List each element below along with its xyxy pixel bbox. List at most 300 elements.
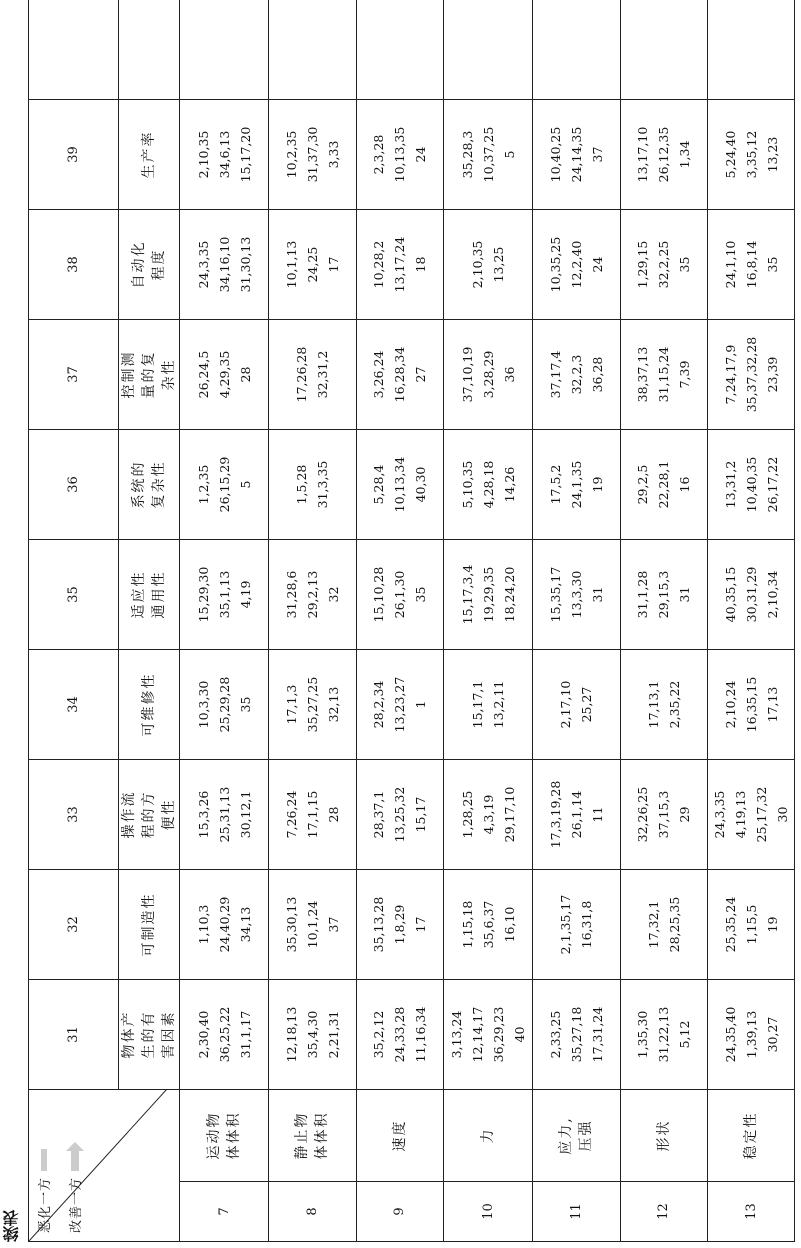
principle-line: 32 [325, 586, 341, 603]
principle-line: 25,17,32 [754, 786, 770, 843]
column-name-line: 操作流 [120, 790, 137, 839]
table-caption: 续表 [2, 1210, 21, 1242]
principle-line: 17,26,28 [294, 346, 310, 403]
principle-line: 35 [764, 256, 780, 273]
principle-line: 10,13,35 [392, 126, 408, 183]
column-name-line: 量的复 [140, 350, 157, 399]
principle-cell [356, 870, 444, 980]
column-name-line: 害因素 [160, 1010, 177, 1059]
principle-line: 31 [589, 586, 605, 603]
principle-cell [356, 650, 444, 760]
principle-line: 31,1,17 [237, 1010, 253, 1059]
row-number-cell: 7 [180, 1182, 269, 1242]
principle-line: 26,15,29 [216, 456, 232, 513]
principle-line: 35,4,30 [304, 1010, 320, 1059]
principle-cell [444, 210, 533, 320]
principle-cell [268, 100, 356, 210]
principle-line: 5,24,40 [722, 130, 738, 179]
principle-cell [444, 760, 533, 870]
column-number-cell: 39 [29, 100, 119, 210]
principle-cell [180, 430, 269, 540]
column-name-cell [118, 210, 179, 320]
principle-line: 2,30,40 [195, 1010, 211, 1059]
principle-line: 36,25,22 [216, 1006, 232, 1063]
principle-line: 11,16,34 [413, 1006, 429, 1063]
principle-line: 16,8,14 [743, 240, 759, 289]
principle-cell [268, 980, 356, 1090]
principle-line: 11 [589, 806, 605, 823]
principle-line: 28 [237, 366, 253, 383]
principle-line: 13,17,10 [635, 126, 651, 183]
principle-line: 16,31,8 [579, 900, 595, 949]
principle-cell [620, 650, 708, 760]
principle-line: 17,31,24 [589, 1006, 605, 1063]
principle-line: 13,23,27 [392, 676, 408, 733]
principle-line: 24,3,35 [195, 240, 211, 289]
principle-line: 24,25 [304, 246, 320, 283]
principle-line: 1,15,5 [743, 904, 759, 945]
principle-line: 27 [413, 366, 429, 383]
principle-cell [180, 980, 269, 1090]
principle-line: 31,28,6 [283, 570, 299, 619]
row-parameter-line: 形状 [655, 1119, 672, 1152]
principle-cell [180, 320, 269, 430]
column-name-line: 可制造性 [140, 892, 157, 957]
principle-line: 24,1,35 [568, 460, 584, 509]
header-name-row [118, 0, 179, 1242]
principle-line: 29,2,5 [635, 464, 651, 505]
principle-line: 31,3,35 [315, 460, 331, 509]
principle-line: 10,3,30 [195, 680, 211, 729]
principle-line: 2,1,35,17 [558, 894, 574, 955]
principle-line: 7,26,24 [283, 790, 299, 839]
principle-line: 35,27,25 [304, 676, 320, 733]
principle-cell [180, 100, 269, 210]
principle-line: 10,37,25 [480, 126, 496, 183]
principle-cell [708, 870, 795, 980]
principle-cell [180, 0, 269, 100]
column-name-cell [118, 760, 179, 870]
principle-line: 2,10,24 [722, 680, 738, 729]
principle-line: 29,2,13 [304, 570, 320, 619]
principle-line: 10,2,35 [283, 130, 299, 179]
principle-cell [620, 870, 708, 980]
principle-line: 30 [775, 806, 791, 823]
principle-line: 15,29,30 [195, 566, 211, 623]
row-parameter-cell [444, 1090, 533, 1182]
principle-line: 10,1,24 [304, 900, 320, 949]
principle-cell [444, 980, 533, 1090]
column-name-cell [118, 540, 179, 650]
principle-line: 3,28,29 [480, 350, 496, 399]
column-name-line: 自动化 [130, 240, 147, 289]
principle-line: 31,15,24 [656, 346, 672, 403]
principle-cell [708, 430, 795, 540]
principle-cell [268, 540, 356, 650]
row-parameter-line: 运动物 [206, 1111, 222, 1160]
principle-cell [268, 210, 356, 320]
row-number-cell: 11 [532, 1182, 620, 1242]
principle-line: 3,35,12 [743, 130, 759, 179]
column-name-line: 程度 [150, 248, 167, 281]
row-parameter-line: 稳定性 [743, 1111, 760, 1160]
principle-line: 1,5,28 [294, 464, 310, 505]
principle-cell [356, 210, 444, 320]
principle-line: 1,28,25 [459, 790, 475, 839]
principle-line: 29 [677, 806, 693, 823]
column-number-cell: 32 [29, 870, 119, 980]
principle-cell [444, 100, 533, 210]
principle-cell [356, 100, 444, 210]
principle-cell [620, 210, 708, 320]
row-parameter-line: 力 [480, 1127, 497, 1144]
principle-line: 25,27 [579, 686, 595, 723]
principle-line: 37 [325, 916, 341, 933]
principle-line: 2,21,31 [325, 1010, 341, 1059]
column-name-line: 可维修性 [140, 672, 157, 737]
principle-line: 1,39,13 [743, 1010, 759, 1059]
principle-line: 36 [501, 366, 517, 383]
principle-cell [180, 650, 269, 760]
principle-cell [444, 870, 533, 980]
principle-line: 17,13 [764, 686, 780, 723]
column-name-line: 控制测 [120, 350, 137, 399]
principle-cell [708, 320, 795, 430]
principle-line: 28,2,34 [371, 680, 387, 729]
worsening-label: 恶化一方 [38, 1176, 53, 1233]
column-number-cell: 38 [29, 210, 119, 320]
principle-cell [532, 430, 620, 540]
principle-line: 31 [677, 586, 693, 603]
principle-cell [356, 540, 444, 650]
row-parameter-cell [180, 1090, 269, 1182]
principle-line: 19,29,35 [480, 566, 496, 623]
principle-line: 31,22,13 [656, 1006, 672, 1063]
principle-line: 2,35,22 [666, 680, 682, 729]
principle-cell [268, 760, 356, 870]
principle-line: 16,28,34 [392, 346, 408, 403]
principle-line: 34,13 [237, 906, 253, 943]
principle-cell [444, 540, 533, 650]
principle-cell [180, 760, 269, 870]
principle-line: 19 [764, 916, 780, 933]
row-number-cell: 12 [620, 1182, 708, 1242]
corner-header-cell [29, 1090, 180, 1242]
principle-line: 12,14,17 [470, 1006, 486, 1063]
principle-cell [532, 320, 620, 430]
principle-line: 10,13,34 [392, 456, 408, 513]
principle-cell [708, 650, 795, 760]
column-number-cell: 34 [29, 650, 119, 760]
principle-line: 15,3,26 [195, 790, 211, 839]
principle-line: 4,19 [237, 580, 253, 609]
column-number-cell: 37 [29, 320, 119, 430]
principle-cell [180, 210, 269, 320]
principle-cell [708, 0, 795, 100]
principle-line: 35,2,12 [371, 1010, 387, 1059]
table-row [532, 0, 620, 1242]
principle-cell [268, 320, 356, 430]
principle-line: 14,26 [501, 466, 517, 503]
improving-label: 改善一方 [69, 1176, 84, 1233]
column-name-line: 物体产 [120, 1010, 137, 1059]
principle-cell [532, 650, 620, 760]
row-parameter-cell [356, 1090, 444, 1182]
row-parameter-line: 静止物 [294, 1111, 311, 1160]
principle-cell [620, 0, 708, 100]
principle-line: 25,29,28 [216, 676, 232, 733]
principle-line: 4,29,35 [216, 350, 232, 399]
principle-cell [356, 0, 444, 100]
principle-line: 35 [237, 696, 253, 713]
rotated-table-wrapper [28, 4, 795, 1242]
principle-line: 1,29,15 [635, 240, 651, 289]
principle-line: 1,34 [677, 140, 693, 169]
column-name-line: 便性 [160, 798, 177, 831]
principle-line: 2,33,25 [547, 1010, 563, 1059]
principle-cell [620, 430, 708, 540]
principle-line: 24,3,35 [712, 790, 728, 839]
principle-line: 15,17 [413, 796, 429, 833]
principle-line: 5,10,35 [459, 460, 475, 509]
principle-line: 10,35,25 [547, 236, 563, 293]
principle-line: 2,3,28 [371, 134, 387, 175]
principle-line: 5 [501, 150, 517, 159]
principle-cell [268, 0, 356, 100]
principle-cell [356, 980, 444, 1090]
principle-line: 15,17,1 [470, 680, 486, 729]
principle-line: 24,35,40 [722, 1006, 738, 1063]
principle-line: 13,2,11 [491, 680, 507, 729]
right-arrow-icon [66, 1141, 84, 1171]
column-name-line: 杂性 [160, 358, 177, 391]
principle-cell [356, 320, 444, 430]
principle-line: 3,26,24 [371, 350, 387, 399]
principle-line: 10,1,13 [283, 240, 299, 289]
principle-cell [708, 980, 795, 1090]
row-parameter-cell [268, 1090, 356, 1182]
principle-line: 2,10,34 [764, 570, 780, 619]
principle-line: 15,35,17 [547, 566, 563, 623]
row-parameter-line: 速度 [391, 1119, 408, 1152]
column-number-cell: 31 [29, 980, 119, 1090]
principle-line: 22,28,1 [656, 460, 672, 509]
principle-line: 35,27,18 [568, 1006, 584, 1063]
column-number-cell: 36 [29, 430, 119, 540]
row-parameter-cell [532, 1090, 620, 1182]
principle-cell [620, 540, 708, 650]
principle-line: 36,28 [589, 356, 605, 393]
principle-line: 4,19,13 [733, 790, 749, 839]
principle-cell [620, 100, 708, 210]
principle-line: 24,14,35 [568, 126, 584, 183]
table-row [620, 0, 708, 1242]
principle-line: 32,13 [325, 686, 341, 723]
row-number-cell: 10 [444, 1182, 533, 1242]
principle-line: 40,30 [413, 466, 429, 503]
principle-line: 30,27 [764, 1016, 780, 1053]
principle-line: 28 [325, 806, 341, 823]
principle-cell [620, 760, 708, 870]
principle-line: 34,6,13 [216, 130, 232, 179]
principle-line: 18 [413, 256, 429, 273]
principle-line: 24 [413, 146, 429, 163]
principle-line: 35,1,13 [216, 570, 232, 619]
principle-line: 34,16,10 [216, 236, 232, 293]
principle-line: 26,24,5 [195, 350, 211, 399]
principle-line: 5,12 [677, 1020, 693, 1049]
principle-cell [444, 430, 533, 540]
principle-line: 36,29,23 [491, 1006, 507, 1063]
column-number-cell: 35 [29, 540, 119, 650]
principle-cell [708, 540, 795, 650]
principle-cell [268, 870, 356, 980]
principle-cell [532, 540, 620, 650]
principle-line: 35,13,28 [371, 896, 387, 953]
principle-line: 17,13,1 [645, 680, 661, 729]
principle-line: 37,10,19 [459, 346, 475, 403]
principle-line: 4,28,18 [480, 460, 496, 509]
principle-cell [532, 980, 620, 1090]
principle-line: 40 [512, 1026, 528, 1043]
principle-line: 1,8,29 [392, 904, 408, 945]
principle-line: 1,10,3 [195, 904, 211, 945]
principle-line: 17,1,3 [283, 684, 299, 725]
principle-line: 16 [677, 476, 693, 493]
principle-line: 31,30,13 [237, 236, 253, 293]
principle-line: 17 [413, 916, 429, 933]
principle-line: 12,2,40 [568, 240, 584, 289]
principle-line: 17,3,19,28 [547, 780, 563, 849]
row-parameter-cell [708, 1090, 795, 1182]
column-name-cell [118, 320, 179, 430]
contradiction-matrix-table [28, 0, 795, 1242]
principle-line: 31,37,30 [304, 126, 320, 183]
principle-line: 17,5,2 [547, 464, 563, 505]
principle-line: 37,15,3 [656, 790, 672, 839]
principle-line: 17,1,15 [304, 790, 320, 839]
principle-line: 7,39 [677, 360, 693, 389]
column-name-cell [118, 980, 179, 1090]
principle-line: 30,12,1 [237, 790, 253, 839]
principle-line: 17,32,1 [645, 900, 661, 949]
principle-line: 10,40,35 [743, 456, 759, 513]
column-name-line: 生的有 [140, 1010, 157, 1059]
principle-line: 15,10,28 [371, 566, 387, 623]
principle-line: 28,25,35 [666, 896, 682, 953]
row-parameter-line: 体体积 [226, 1111, 242, 1160]
principle-line: 23,39 [764, 356, 780, 393]
column-name-cell [118, 100, 179, 210]
principle-line: 17 [325, 256, 341, 273]
principle-cell [708, 210, 795, 320]
principle-line: 30,31,29 [743, 566, 759, 623]
row-parameter-line: 压强 [578, 1119, 595, 1152]
up-arrow-icon [35, 1149, 53, 1171]
principle-line: 26,1,14 [568, 790, 584, 839]
principle-cell [444, 0, 533, 100]
principle-line: 37,17,4 [547, 350, 563, 399]
principle-line: 32,26,25 [635, 786, 651, 843]
column-name-line: 复杂性 [150, 460, 167, 509]
principle-line: 26,1,30 [392, 570, 408, 619]
principle-cell [532, 760, 620, 870]
principle-cell [620, 980, 708, 1090]
principle-cell [444, 320, 533, 430]
principle-line: 32,2,3 [568, 354, 584, 395]
column-number-cell [29, 0, 119, 100]
principle-cell [268, 650, 356, 760]
principle-cell [356, 430, 444, 540]
header-number-row [29, 0, 119, 1242]
principle-line: 35,28,3 [459, 130, 475, 179]
column-name-cell [118, 870, 179, 980]
principle-line: 24 [589, 256, 605, 273]
principle-line: 28,37,1 [371, 790, 387, 839]
row-number-cell: 13 [708, 1182, 795, 1242]
principle-line: 29,15,3 [656, 570, 672, 619]
principle-line: 10,40,25 [547, 126, 563, 183]
principle-line: 31,1,28 [635, 570, 651, 619]
column-number-cell: 33 [29, 760, 119, 870]
principle-line: 13,3,30 [568, 570, 584, 619]
principle-line: 5 [237, 480, 253, 489]
principle-line: 35,30,13 [283, 896, 299, 953]
principle-line: 3,13,24 [449, 1010, 465, 1059]
principle-line: 5,28,4 [371, 464, 387, 505]
principle-cell [708, 100, 795, 210]
principle-line: 13,25 [491, 246, 507, 283]
principle-line: 26,17,22 [764, 456, 780, 513]
principle-line: 13,23 [764, 136, 780, 173]
principle-line: 24,40,29 [216, 896, 232, 953]
row-parameter-line: 体体积 [314, 1111, 331, 1160]
column-name-line: 程的方 [140, 790, 157, 839]
principle-line: 1,2,35 [195, 464, 211, 505]
table-row [356, 0, 444, 1242]
principle-line: 35 [413, 586, 429, 603]
row-parameter-cell [620, 1090, 708, 1182]
row-number-cell: 9 [356, 1182, 444, 1242]
principle-line: 32,2,25 [656, 240, 672, 289]
principle-line: 35,6,37 [480, 900, 496, 949]
principle-line: 19 [589, 476, 605, 493]
table-row [708, 0, 795, 1242]
principle-line: 18,24,20 [501, 566, 517, 623]
principle-cell [532, 100, 620, 210]
principle-line: 1,35,30 [635, 1010, 651, 1059]
principle-line: 10,28,2 [371, 240, 387, 289]
principle-line: 2,10,35 [470, 240, 486, 289]
principle-cell [444, 650, 533, 760]
principle-line: 29,17,10 [501, 786, 517, 843]
principle-line: 4,3,19 [480, 794, 496, 835]
principle-line: 37 [589, 146, 605, 163]
principle-line: 24,33,28 [392, 1006, 408, 1063]
principle-cell [180, 870, 269, 980]
table-row [444, 0, 533, 1242]
principle-line: 38,37,13 [635, 346, 651, 403]
principle-line: 32,31,2 [315, 350, 331, 399]
principle-line: 25,35,24 [722, 896, 738, 953]
column-name-line: 通用性 [150, 570, 167, 619]
principle-cell [532, 0, 620, 100]
principle-line: 2,10,35 [195, 130, 211, 179]
principle-line: 35 [677, 256, 693, 273]
principle-cell [708, 760, 795, 870]
principle-line: 26,12,35 [656, 126, 672, 183]
principle-line: 13,25,32 [392, 786, 408, 843]
